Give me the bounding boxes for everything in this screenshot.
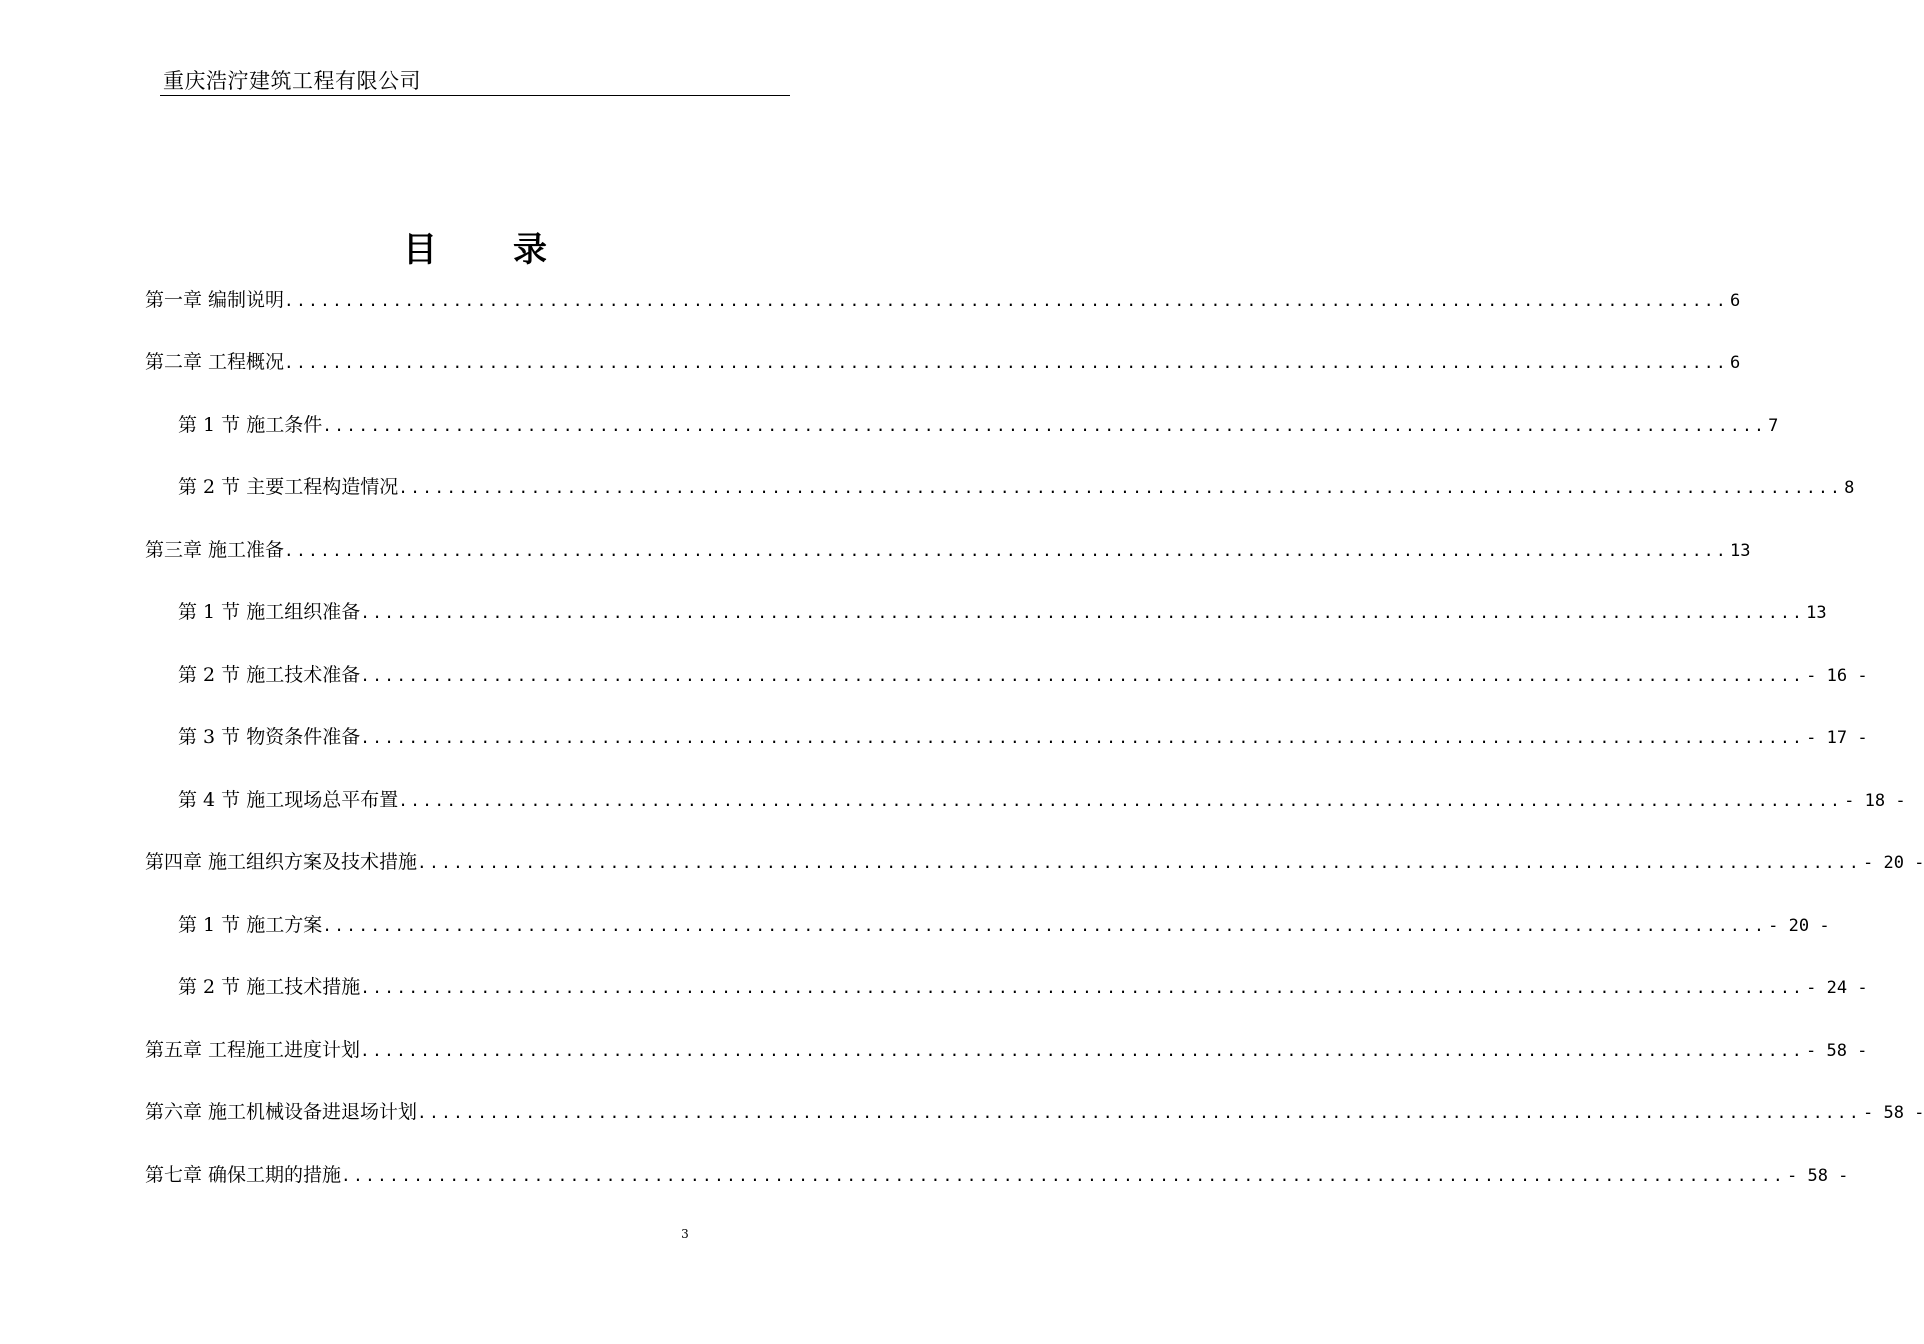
toc-entry-page: 6 <box>1729 353 1741 373</box>
toc-entry-label: 第 2 节 主要工程构造情况 <box>178 476 399 498</box>
page-number: 3 <box>681 1227 689 1241</box>
toc-dot-leader: ........................................................................................................................ <box>360 1041 1804 1060</box>
toc-entry-page: - 58 - <box>1786 1166 1849 1186</box>
toc-entry[interactable] <box>178 784 1906 816</box>
toc-entry-label: 第 1 节 施工方案 <box>178 914 323 936</box>
toc-entry-label: 第三章 施工准备 <box>145 539 285 561</box>
toc-entry-page: - 58 - <box>1862 1103 1924 1123</box>
toc-entry[interactable] <box>178 471 1855 503</box>
toc-entry-page: - 58 - <box>1805 1041 1868 1061</box>
toc-entry-page: - 18 - <box>1844 791 1906 811</box>
toc-entry[interactable] <box>145 534 1751 566</box>
toc-entry-label: 第 2 节 施工技术措施 <box>178 976 361 998</box>
toc-entry-label: 第二章 工程概况 <box>145 351 285 373</box>
toc-entry-label: 第 2 节 施工技术准备 <box>178 664 361 686</box>
toc-entry-label: 第 3 节 物资条件准备 <box>178 726 361 748</box>
toc-entry[interactable] <box>178 971 1868 1003</box>
toc-dot-leader: ........................................................................................................................ <box>417 853 1861 872</box>
toc-entry-page: - 20 - <box>1862 853 1924 873</box>
toc-entry-label: 第六章 施工机械设备进退场计划 <box>145 1101 418 1123</box>
toc-dot-leader: ........................................................................................................................ <box>322 416 1767 435</box>
toc-entry-page: 13 <box>1806 603 1827 623</box>
toc-entry-page: - 16 - <box>1806 666 1868 686</box>
toc-title-char-2: 录 <box>513 230 547 270</box>
toc-entry-page: 8 <box>1844 478 1855 498</box>
toc-entry-page: - 24 - <box>1806 978 1868 998</box>
toc-dot-leader: ........................................................................................................................ <box>417 1103 1861 1122</box>
toc-entry[interactable] <box>145 1034 1868 1066</box>
toc-entry-label: 第七章 确保工期的措施 <box>145 1164 342 1186</box>
toc-dot-leader: ........................................................................................................................ <box>360 978 1805 997</box>
toc-entry[interactable] <box>145 1096 1924 1128</box>
toc-entry[interactable] <box>178 909 1830 941</box>
toc-entry-page: 6 <box>1729 291 1741 311</box>
toc-dot-leader: ........................................................................................................................ <box>398 791 1843 810</box>
toc-title-char-1: 目 <box>403 230 437 270</box>
toc-entry-label: 第五章 工程施工进度计划 <box>145 1039 361 1061</box>
toc-dot-leader: ........................................................................................................................ <box>398 478 1843 497</box>
toc-dot-leader: ........................................................................................................................ <box>284 291 1728 310</box>
company-header: 重庆浩泞建筑工程有限公司 <box>163 69 421 93</box>
toc-entry[interactable] <box>178 596 1827 628</box>
toc-entry-page: - 20 - <box>1768 916 1830 936</box>
toc-entry[interactable] <box>145 284 1741 316</box>
toc-entry[interactable] <box>145 1159 1849 1191</box>
toc-entry-page: 7 <box>1768 416 1779 436</box>
toc-entry-label: 第四章 施工组织方案及技术措施 <box>145 851 418 873</box>
toc-dot-leader: ........................................................................................................................ <box>284 541 1728 560</box>
toc-dot-leader: ........................................................................................................................ <box>341 1166 1785 1185</box>
toc-dot-leader: ........................................................................................................................ <box>360 603 1805 622</box>
toc-dot-leader: ........................................................................................................................ <box>284 353 1728 372</box>
toc-dot-leader: ........................................................................................................................ <box>360 728 1805 747</box>
toc-entry[interactable] <box>178 409 1779 441</box>
toc-entry-label: 第 1 节 施工条件 <box>178 414 323 436</box>
toc-dot-leader: ........................................................................................................................ <box>360 666 1805 685</box>
toc-entry-page: 13 <box>1729 541 1751 561</box>
toc-entry[interactable] <box>145 846 1924 878</box>
toc-entry[interactable] <box>178 659 1868 691</box>
toc-entry[interactable] <box>145 346 1741 378</box>
toc-entry-label: 第 4 节 施工现场总平布置 <box>178 789 399 811</box>
toc-dot-leader: ........................................................................................................................ <box>322 916 1767 935</box>
toc-entry[interactable] <box>178 721 1868 753</box>
toc-entry-page: - 17 - <box>1806 728 1868 748</box>
toc-entry-label: 第一章 编制说明 <box>145 289 285 311</box>
toc-entry-label: 第 1 节 施工组织准备 <box>178 601 361 623</box>
